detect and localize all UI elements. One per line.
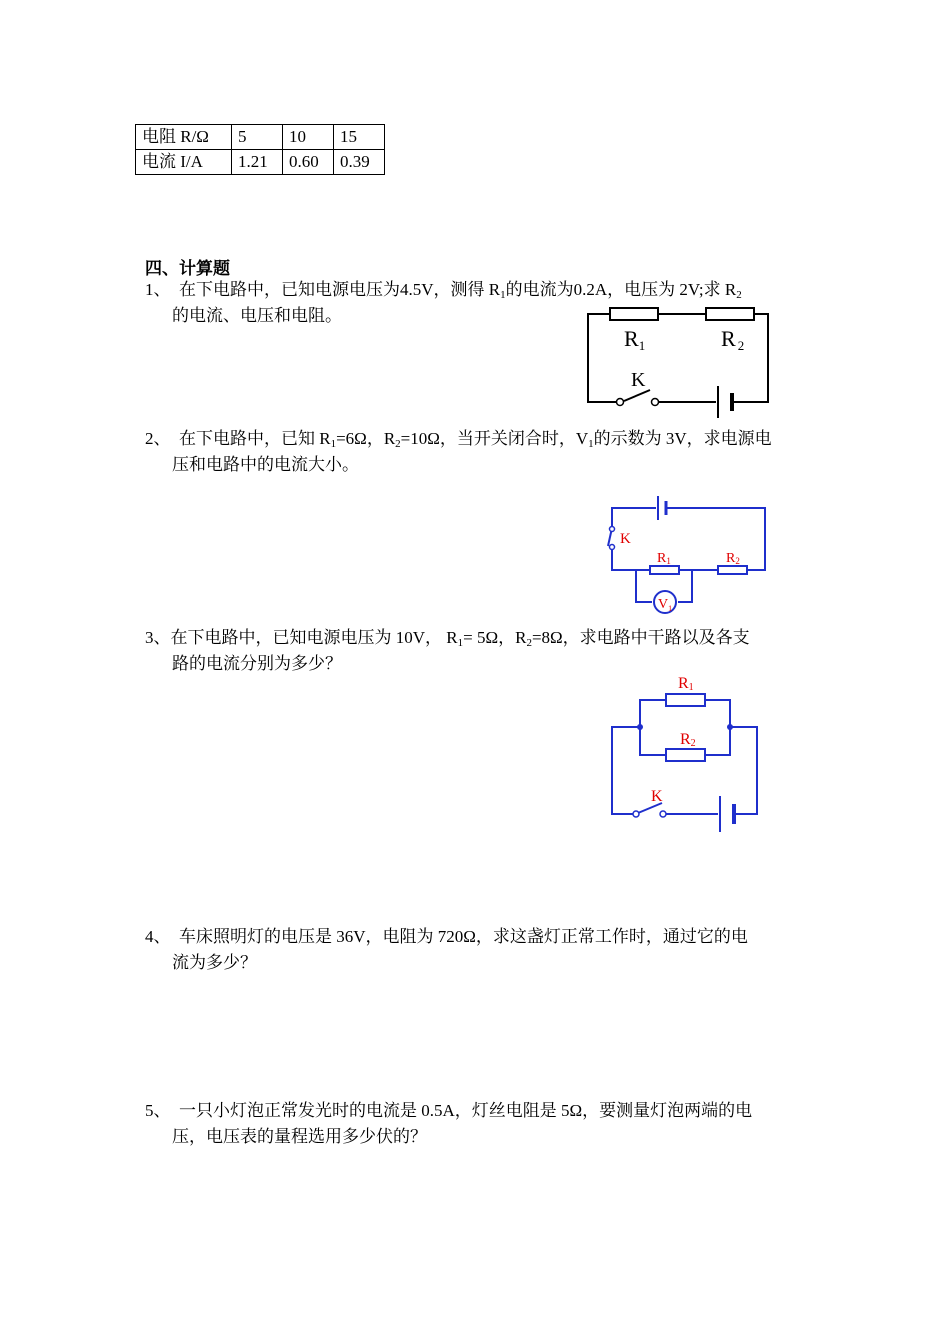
label-r1: R1 — [657, 551, 671, 566]
resistor-r1 — [666, 694, 705, 706]
resistor-r1 — [650, 566, 679, 574]
label-switch: K — [651, 788, 663, 805]
question-text: 在下电路中，已知 R — [179, 429, 331, 448]
question-text: =10Ω，当开关闭合时，V — [400, 429, 589, 448]
subscript: 1 — [588, 438, 594, 450]
subscript: 1 — [500, 289, 506, 301]
question-5 — [145, 1098, 752, 1124]
label-switch: K — [620, 531, 631, 547]
question-text: = 5Ω，R — [463, 628, 527, 647]
table-cell: 10 — [283, 125, 334, 150]
question-3-line-2: 路的电流分别为多少？ — [172, 654, 342, 673]
table-cell: 5 — [232, 125, 283, 150]
question-2-line-2: 压和电路中的电流大小。 — [172, 455, 359, 474]
circuit-diagram-3 — [600, 670, 775, 835]
question-text: 的示数为 3V，求电源电 — [593, 429, 772, 448]
question-text: =6Ω，R — [336, 429, 396, 448]
question-1-line-2: 的电流、电压和电阻。 — [172, 306, 342, 325]
table-row — [136, 125, 385, 150]
question-number: 5、 — [145, 1101, 171, 1120]
label-r2: R2 — [726, 551, 740, 566]
table-cell: 1.21 — [232, 150, 283, 175]
question-text: 车床照明灯的电压是 36V，电阻为 720Ω，求这盏灯正常工作时，通过它的电 — [179, 927, 748, 946]
label-r2: R 2 — [721, 326, 745, 353]
resistor-r2 — [718, 566, 747, 574]
resistor-r2 — [666, 749, 705, 761]
question-text: 在下电路中，已知电源电压为 10V， R — [170, 628, 458, 647]
question-number: 4、 — [145, 927, 171, 946]
table-row — [136, 150, 385, 175]
label-switch: K — [631, 369, 646, 391]
table-cell: 0.39 — [334, 150, 385, 175]
question-number: 1、 — [145, 280, 171, 299]
circuit-diagram-1 — [580, 302, 780, 420]
table-cell: 15 — [334, 125, 385, 150]
question-number: 2、 — [145, 429, 171, 448]
question-text: =8Ω，求电路中干路以及各支 — [531, 628, 750, 647]
question-5-line-2: 压，电压表的量程选用多少伏的？ — [172, 1127, 427, 1146]
switch-lever — [624, 390, 650, 401]
table-cell: 0.60 — [283, 150, 334, 175]
question-4-line-2: 流为多少？ — [172, 953, 257, 972]
resistor-r2 — [706, 308, 754, 320]
question-text: 的电流为0.2A，电压为 2V;求 R — [505, 280, 737, 299]
label-r1: R1 — [624, 326, 646, 353]
subscript: 1 — [457, 637, 464, 649]
circuit-diagram-2 — [600, 492, 775, 617]
label-r2: R2 — [680, 731, 696, 749]
table-cell: 电阻 R/Ω — [136, 125, 232, 150]
question-1 — [145, 277, 742, 303]
label-voltmeter: $V_1$ — [658, 597, 673, 613]
question-2 — [145, 426, 772, 452]
question-number: 3、 — [145, 628, 171, 647]
junction-right — [727, 724, 733, 730]
label-r1: R1 — [678, 675, 694, 693]
section-title: 四、计算题 — [145, 259, 230, 279]
resistor-r1 — [610, 308, 658, 320]
table-cell: 电流 I/A — [136, 150, 232, 175]
question-text: 一只小灯泡正常发光时的电流是 0.5A，灯丝电阻是 5Ω，要测量灯泡两端的电 — [179, 1101, 753, 1120]
question-text: 在下电路中，已知电源电压为4.5V，测得 R — [179, 280, 501, 299]
subscript: 2 — [736, 289, 742, 301]
resistance-current-table — [135, 124, 385, 175]
subscript: 2 — [526, 637, 532, 649]
question-3 — [145, 625, 750, 651]
subscript: 2 — [395, 438, 401, 450]
junction-left — [637, 724, 643, 730]
subscript: 1 — [330, 438, 337, 450]
question-4 — [145, 924, 748, 950]
